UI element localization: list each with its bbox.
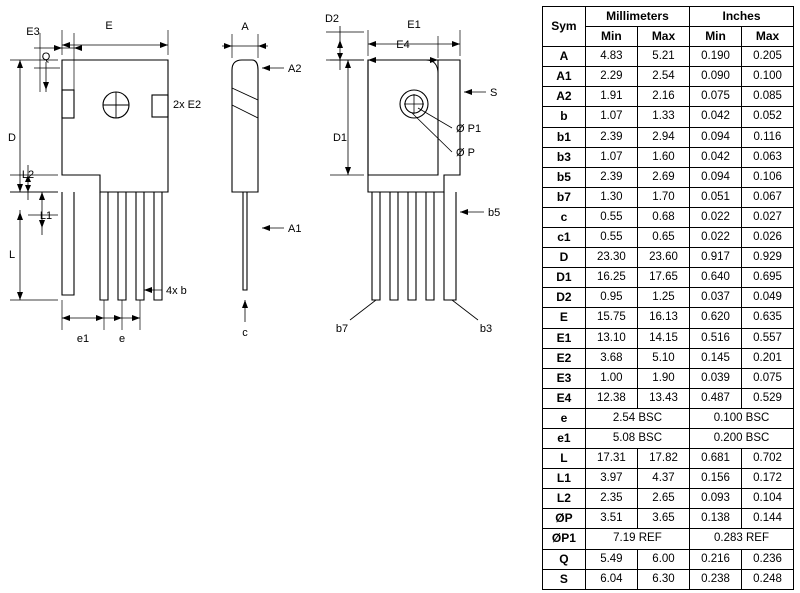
cell-mm-min: 3.97 <box>585 469 637 489</box>
cell-mm-min: 2.39 <box>585 167 637 187</box>
cell-mm-min: 3.68 <box>585 348 637 368</box>
cell-in-max: 0.201 <box>742 348 794 368</box>
cell-mm-max: 4.37 <box>637 469 689 489</box>
cell-in-max: 0.172 <box>742 469 794 489</box>
cell-mm-max: 6.30 <box>637 569 689 589</box>
cell-symbol: A <box>543 47 586 67</box>
cell-mm-min: 17.31 <box>585 449 637 469</box>
cell-symbol: c1 <box>543 228 586 248</box>
cell-in-max: 0.049 <box>742 288 794 308</box>
cell-mm-max: 3.65 <box>637 509 689 529</box>
header-mm-min: Min <box>585 27 637 47</box>
label-P: Ø P <box>456 147 475 159</box>
label-E4: E4 <box>396 39 410 51</box>
cell-mm-max: 0.65 <box>637 228 689 248</box>
cell-in-max: 0.635 <box>742 308 794 328</box>
label-L1: L1 <box>39 210 53 222</box>
cell-mm-max: 13.43 <box>637 388 689 408</box>
cell-in-max: 0.116 <box>742 127 794 147</box>
cell-mm-min: 1.30 <box>585 187 637 207</box>
cell-mm-max: 14.15 <box>637 328 689 348</box>
table-row <box>543 569 794 589</box>
cell-mm-span: 2.54 BSC <box>585 408 689 428</box>
cell-in-min: 0.022 <box>690 207 742 227</box>
cell-symbol: D <box>543 248 586 268</box>
header-inches: Inches <box>690 7 794 27</box>
cell-symbol: L <box>543 449 586 469</box>
cell-in-span: 0.200 BSC <box>690 428 794 448</box>
cell-mm-min: 0.55 <box>585 228 637 248</box>
table-row <box>543 549 794 569</box>
cell-mm-min: 1.91 <box>585 87 637 107</box>
label-A2: A2 <box>288 63 302 75</box>
cell-symbol: b <box>543 107 586 127</box>
label-D1: D1 <box>332 132 348 144</box>
table-row <box>543 428 794 448</box>
cell-mm-max: 23.60 <box>637 248 689 268</box>
label-c: c <box>242 327 248 339</box>
cell-in-max: 0.106 <box>742 167 794 187</box>
cell-in-min: 0.039 <box>690 368 742 388</box>
label-e: e <box>118 333 126 345</box>
cell-in-min: 0.075 <box>690 87 742 107</box>
cell-in-max: 0.929 <box>742 248 794 268</box>
cell-in-min: 0.190 <box>690 47 742 67</box>
cell-in-min: 0.022 <box>690 228 742 248</box>
table-row <box>543 328 794 348</box>
cell-mm-min: 23.30 <box>585 248 637 268</box>
cell-mm-max: 1.90 <box>637 368 689 388</box>
cell-mm-min: 15.75 <box>585 308 637 328</box>
cell-in-min: 0.090 <box>690 67 742 87</box>
cell-in-max: 0.702 <box>742 449 794 469</box>
table-row <box>543 489 794 509</box>
cell-mm-min: 0.95 <box>585 288 637 308</box>
cell-in-min: 0.051 <box>690 187 742 207</box>
label-b3: b3 <box>479 323 493 335</box>
table-row <box>543 348 794 368</box>
cell-mm-span: 5.08 BSC <box>585 428 689 448</box>
cell-in-span: 0.100 BSC <box>690 408 794 428</box>
cell-symbol: E4 <box>543 388 586 408</box>
cell-mm-max: 17.65 <box>637 268 689 288</box>
cell-symbol: A2 <box>543 87 586 107</box>
cell-mm-min: 6.04 <box>585 569 637 589</box>
side-view <box>222 34 284 322</box>
cell-symbol: L1 <box>543 469 586 489</box>
label-E3: E3 <box>26 26 40 38</box>
cell-in-min: 0.516 <box>690 328 742 348</box>
cell-symbol: E2 <box>543 348 586 368</box>
cell-in-min: 0.917 <box>690 248 742 268</box>
cell-in-max: 0.104 <box>742 489 794 509</box>
cell-in-max: 0.529 <box>742 388 794 408</box>
cell-in-max: 0.026 <box>742 228 794 248</box>
cell-mm-max: 2.16 <box>637 87 689 107</box>
cell-in-max: 0.100 <box>742 67 794 87</box>
label-L: L <box>8 249 16 261</box>
cell-in-min: 0.620 <box>690 308 742 328</box>
cell-in-max: 0.085 <box>742 87 794 107</box>
cell-in-max: 0.063 <box>742 147 794 167</box>
table-row <box>543 449 794 469</box>
table-row <box>543 408 794 428</box>
cell-in-max: 0.075 <box>742 368 794 388</box>
label-E: E <box>105 20 113 32</box>
cell-symbol: D2 <box>543 288 586 308</box>
table-body <box>543 47 794 590</box>
cell-symbol: b7 <box>543 187 586 207</box>
cell-symbol: ØP1 <box>543 529 586 549</box>
cell-symbol: b1 <box>543 127 586 147</box>
cell-in-max: 0.695 <box>742 268 794 288</box>
cell-in-min: 0.042 <box>690 107 742 127</box>
cell-mm-max: 1.60 <box>637 147 689 167</box>
label-P1: Ø P1 <box>456 123 482 135</box>
table-row <box>543 308 794 328</box>
label-b7: b7 <box>335 323 349 335</box>
header-mm-max: Max <box>637 27 689 47</box>
table-row <box>543 529 794 549</box>
cell-symbol: E1 <box>543 328 586 348</box>
cell-symbol: E <box>543 308 586 328</box>
cell-mm-min: 1.07 <box>585 147 637 167</box>
cell-mm-min: 13.10 <box>585 328 637 348</box>
table-row <box>543 469 794 489</box>
table-row <box>543 228 794 248</box>
header-symbol: Sym <box>543 7 586 47</box>
cell-mm-min: 0.55 <box>585 207 637 227</box>
cell-mm-max: 2.94 <box>637 127 689 147</box>
table-row <box>543 207 794 227</box>
cell-in-min: 0.238 <box>690 569 742 589</box>
cell-in-min: 0.681 <box>690 449 742 469</box>
cell-mm-max: 5.21 <box>637 47 689 67</box>
cell-mm-max: 6.00 <box>637 549 689 569</box>
cell-symbol: b5 <box>543 167 586 187</box>
table-row <box>543 87 794 107</box>
table-row <box>543 47 794 67</box>
header-millimeters: Millimeters <box>585 7 689 27</box>
cell-symbol: b3 <box>543 147 586 167</box>
cell-in-min: 0.156 <box>690 469 742 489</box>
cell-mm-min: 4.83 <box>585 47 637 67</box>
cell-symbol: c <box>543 207 586 227</box>
cell-mm-max: 0.68 <box>637 207 689 227</box>
label-4xb: 4x b <box>166 285 187 297</box>
cell-in-min: 0.094 <box>690 167 742 187</box>
cell-mm-min: 5.49 <box>585 549 637 569</box>
table-row <box>543 127 794 147</box>
cell-mm-max: 2.69 <box>637 167 689 187</box>
table-row <box>543 147 794 167</box>
table-row <box>543 67 794 87</box>
cell-in-max: 0.067 <box>742 187 794 207</box>
label-b5: b5 <box>488 207 501 219</box>
cell-mm-min: 1.00 <box>585 368 637 388</box>
label-Q: Q <box>41 51 51 63</box>
table-row <box>543 509 794 529</box>
cell-symbol: Q <box>543 549 586 569</box>
back-view <box>326 26 486 320</box>
dimension-table <box>542 6 794 590</box>
cell-mm-max: 1.70 <box>637 187 689 207</box>
cell-mm-max: 5.10 <box>637 348 689 368</box>
cell-mm-max: 1.25 <box>637 288 689 308</box>
cell-in-min: 0.037 <box>690 288 742 308</box>
cell-in-max: 0.144 <box>742 509 794 529</box>
table-row <box>543 248 794 268</box>
cell-mm-max: 16.13 <box>637 308 689 328</box>
cell-mm-max: 1.33 <box>637 107 689 127</box>
label-A1: A1 <box>288 223 302 235</box>
table-row <box>543 268 794 288</box>
table-row <box>543 388 794 408</box>
header-in-min: Min <box>690 27 742 47</box>
label-S: S <box>490 87 498 99</box>
cell-in-span: 0.283 REF <box>690 529 794 549</box>
cell-mm-min: 1.07 <box>585 107 637 127</box>
cell-mm-max: 2.54 <box>637 67 689 87</box>
table-row <box>543 187 794 207</box>
cell-mm-max: 17.82 <box>637 449 689 469</box>
cell-mm-max: 2.65 <box>637 489 689 509</box>
table-row <box>543 368 794 388</box>
table-row <box>543 167 794 187</box>
cell-mm-min: 2.29 <box>585 67 637 87</box>
cell-mm-span: 7.19 REF <box>585 529 689 549</box>
cell-symbol: e1 <box>543 428 586 448</box>
table-row <box>543 288 794 308</box>
table-row <box>543 107 794 127</box>
cell-symbol: A1 <box>543 67 586 87</box>
cell-in-min: 0.145 <box>690 348 742 368</box>
table-header <box>543 7 794 47</box>
cell-mm-min: 3.51 <box>585 509 637 529</box>
cell-symbol: L2 <box>543 489 586 509</box>
cell-symbol: e <box>543 408 586 428</box>
cell-symbol: D1 <box>543 268 586 288</box>
cell-mm-min: 2.39 <box>585 127 637 147</box>
cell-in-max: 0.557 <box>742 328 794 348</box>
cell-mm-min: 16.25 <box>585 268 637 288</box>
cell-in-min: 0.640 <box>690 268 742 288</box>
cell-in-min: 0.138 <box>690 509 742 529</box>
cell-in-min: 0.487 <box>690 388 742 408</box>
cell-symbol: ØP <box>543 509 586 529</box>
label-D: D <box>8 132 16 144</box>
cell-in-max: 0.236 <box>742 549 794 569</box>
label-E1: E1 <box>407 19 421 31</box>
label-E2: 2x E2 <box>173 99 202 111</box>
cell-mm-min: 2.35 <box>585 489 637 509</box>
label-e1: e1 <box>76 333 90 345</box>
label-A: A <box>241 21 249 33</box>
header-in-max: Max <box>742 27 794 47</box>
cell-symbol: S <box>543 569 586 589</box>
cell-symbol: E3 <box>543 368 586 388</box>
cell-in-max: 0.248 <box>742 569 794 589</box>
label-L2: L2 <box>21 169 35 181</box>
cell-in-min: 0.216 <box>690 549 742 569</box>
cell-in-max: 0.205 <box>742 47 794 67</box>
label-D2: D2 <box>324 13 340 25</box>
cell-mm-min: 12.38 <box>585 388 637 408</box>
cell-in-min: 0.042 <box>690 147 742 167</box>
table-header-row-units <box>543 7 794 27</box>
cell-in-min: 0.093 <box>690 489 742 509</box>
cell-in-max: 0.027 <box>742 207 794 227</box>
cell-in-max: 0.052 <box>742 107 794 127</box>
cell-in-min: 0.094 <box>690 127 742 147</box>
